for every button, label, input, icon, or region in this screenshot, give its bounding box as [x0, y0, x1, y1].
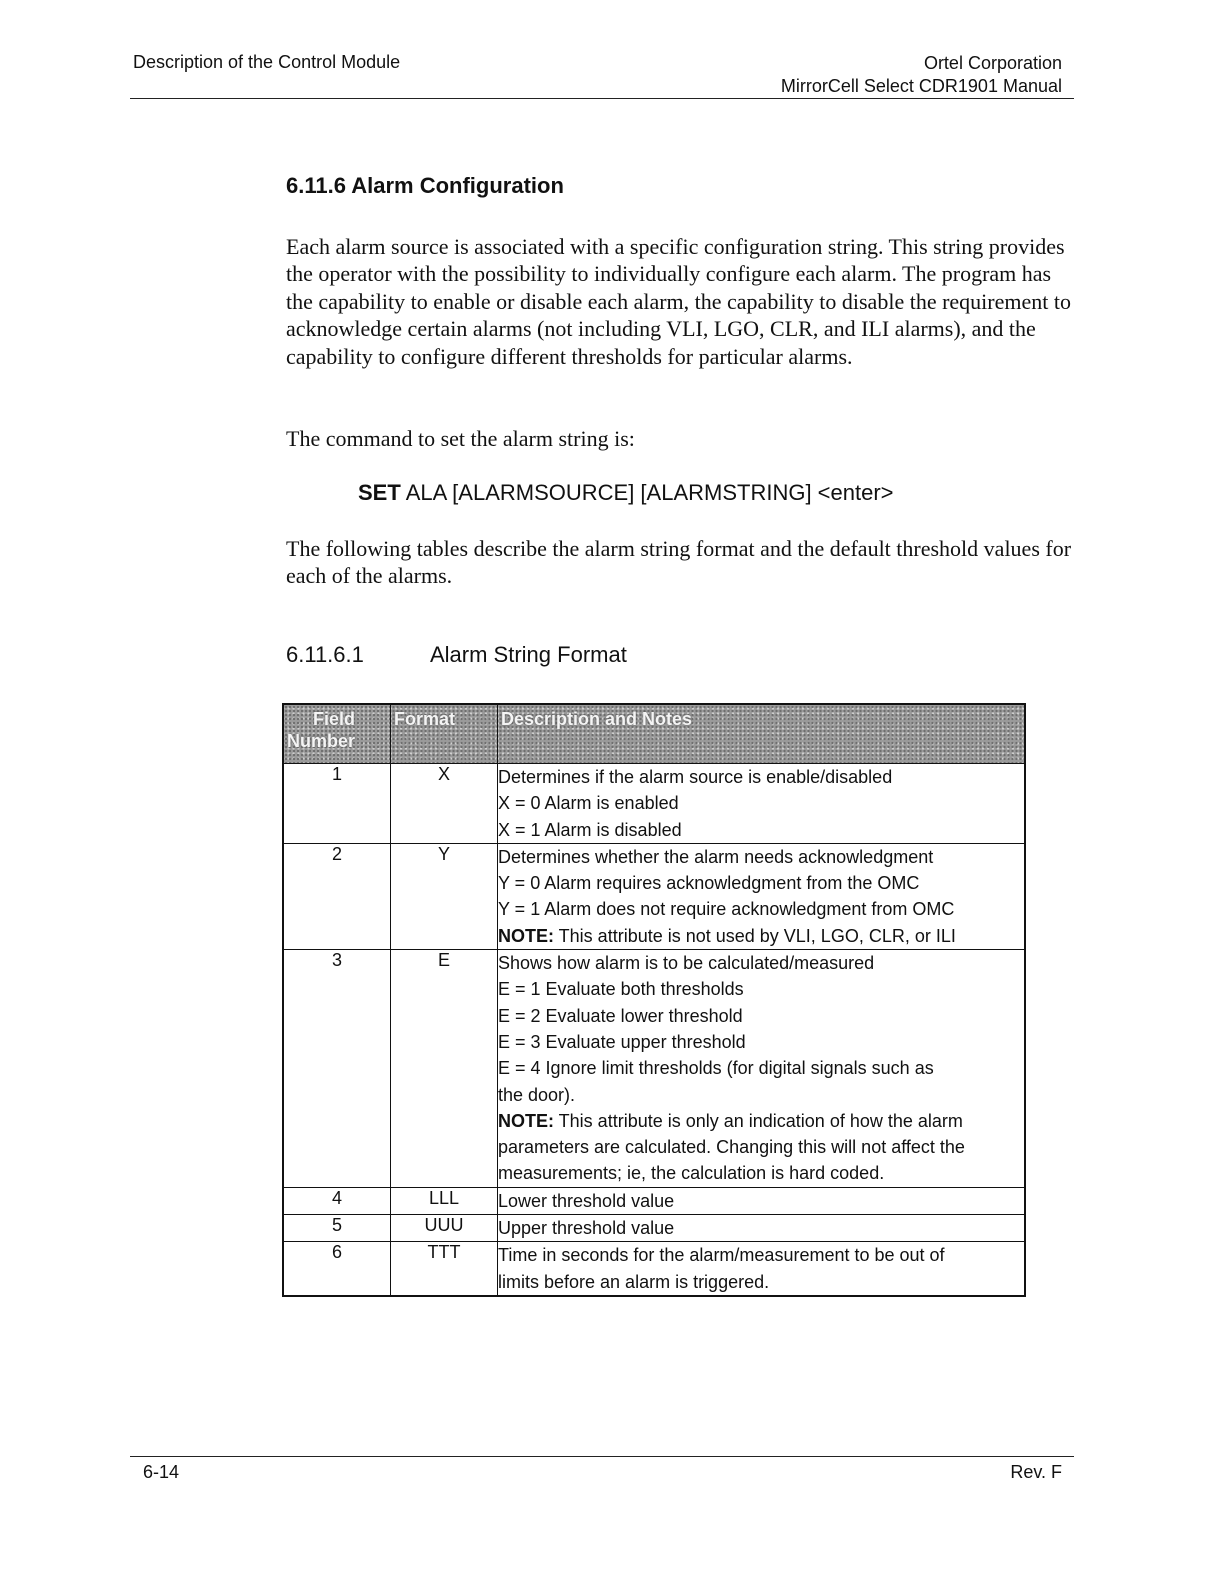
header-format: Format	[391, 704, 498, 764]
field-number-cell: 4	[283, 1187, 391, 1214]
format-cell: LLL	[391, 1187, 498, 1214]
note-line	[498, 1108, 1024, 1134]
page-number: 6-14	[143, 1462, 180, 1482]
note-text: This attribute is only an indication of how the alarm	[554, 1110, 963, 1131]
description-line: Upper threshold value	[498, 1218, 675, 1239]
table-row	[283, 764, 1025, 844]
description-line: X = 0 Alarm is enabled	[498, 793, 679, 814]
description-cell	[498, 1187, 1026, 1214]
revision-label: Rev. F	[1010, 1462, 1062, 1482]
table-header-row	[283, 704, 1025, 764]
description-line: Y = 1 Alarm does not require acknowledgment from OMC	[498, 899, 955, 920]
description-line: E = 3 Evaluate upper threshold	[498, 1031, 746, 1052]
description-line: Lower threshold value	[498, 1190, 675, 1211]
format-cell: TTT	[391, 1242, 498, 1296]
field-number-cell: 6	[283, 1242, 391, 1296]
description-line: Determines whether the alarm needs acknowledgment	[498, 846, 934, 867]
field-number-cell: 1	[283, 764, 391, 844]
description-line: X = 1 Alarm is disabled	[498, 819, 682, 840]
intro-paragraph: Each alarm source is associated with a specific configuration string. This string provides the operator with the possibility to individually configure each alarm. The program has the capability to enable or disable each alarm, the capability to disable the requirement to acknowledge certain alarms (not including VLI, LGO, CLR, and ILI alarms), and the capability to configure different thresholds for particular alarms.	[286, 234, 1071, 369]
header-description: Description and Notes	[498, 704, 1026, 764]
description-cell	[498, 1215, 1026, 1242]
header-company: Ortel Corporation	[923, 53, 1062, 73]
table-row	[283, 1215, 1025, 1242]
table-row	[283, 843, 1025, 949]
note-line	[498, 923, 1024, 949]
description-line: E = 4 Ignore limit thresholds (for digital signals such as	[498, 1058, 934, 1079]
field-number-cell: 5	[283, 1215, 391, 1242]
header-field-line2: Number	[287, 731, 356, 751]
description-line: limits before an alarm is triggered.	[498, 1271, 770, 1292]
table-row	[283, 1242, 1025, 1296]
command-keyword: SET	[358, 480, 401, 505]
alarm-string-format-table	[282, 703, 1026, 1297]
field-number-cell: 3	[283, 950, 391, 1188]
note-line: measurements; ie, the calculation is hard coded.	[498, 1163, 885, 1184]
note-text: This attribute is not used by VLI, LGO, CLR, or ILI	[554, 925, 956, 946]
description-line: Shows how alarm is to be calculated/measured	[498, 953, 875, 974]
description-cell	[498, 950, 1026, 1188]
format-cell: Y	[391, 843, 498, 949]
running-header-left: Description of the Control Module	[133, 52, 401, 72]
format-cell: UUU	[391, 1215, 498, 1242]
running-header-right	[781, 52, 1062, 98]
header-rule	[130, 98, 1074, 99]
table-row	[283, 1187, 1025, 1214]
note-label: NOTE:	[498, 1110, 554, 1131]
description-cell	[498, 843, 1026, 949]
header-field-number	[283, 704, 391, 764]
description-line: Determines if the alarm source is enable/disabled	[498, 767, 893, 787]
format-cell: E	[391, 950, 498, 1188]
command-arguments: ALA [ALARMSOURCE] [ALARMSTRING] <enter>	[400, 480, 894, 505]
subsection-title: Alarm String Format	[430, 642, 627, 667]
description-line: E = 2 Evaluate lower threshold	[498, 1005, 743, 1026]
description-line: E = 1 Evaluate both thresholds	[498, 979, 744, 1000]
note-label: NOTE:	[498, 925, 554, 946]
format-cell: X	[391, 764, 498, 844]
section-title: 6.11.6 Alarm Configuration	[286, 173, 564, 198]
description-line: Time in seconds for the alarm/measurement to be out of	[498, 1245, 945, 1266]
description-line: Y = 0 Alarm requires acknowledgment from the OMC	[498, 873, 920, 894]
subsection-number: 6.11.6.1	[286, 642, 364, 667]
field-number-cell: 2	[283, 843, 391, 949]
note-line: parameters are calculated. Changing this will not affect the	[498, 1137, 965, 1158]
command-intro-paragraph: The command to set the alarm string is:	[286, 426, 635, 451]
description-cell	[498, 764, 1026, 844]
table-row	[283, 950, 1025, 1188]
tables-intro-paragraph: The following tables describe the alarm string format and the default threshold values for each of the alarms.	[286, 536, 1072, 589]
footer-rule	[130, 1456, 1074, 1457]
description-line: the door).	[498, 1084, 576, 1105]
command-syntax	[358, 480, 894, 506]
header-field-line1: Field	[313, 709, 356, 729]
header-manual-title: MirrorCell Select CDR1901 Manual	[780, 76, 1062, 96]
description-cell	[498, 1242, 1026, 1296]
